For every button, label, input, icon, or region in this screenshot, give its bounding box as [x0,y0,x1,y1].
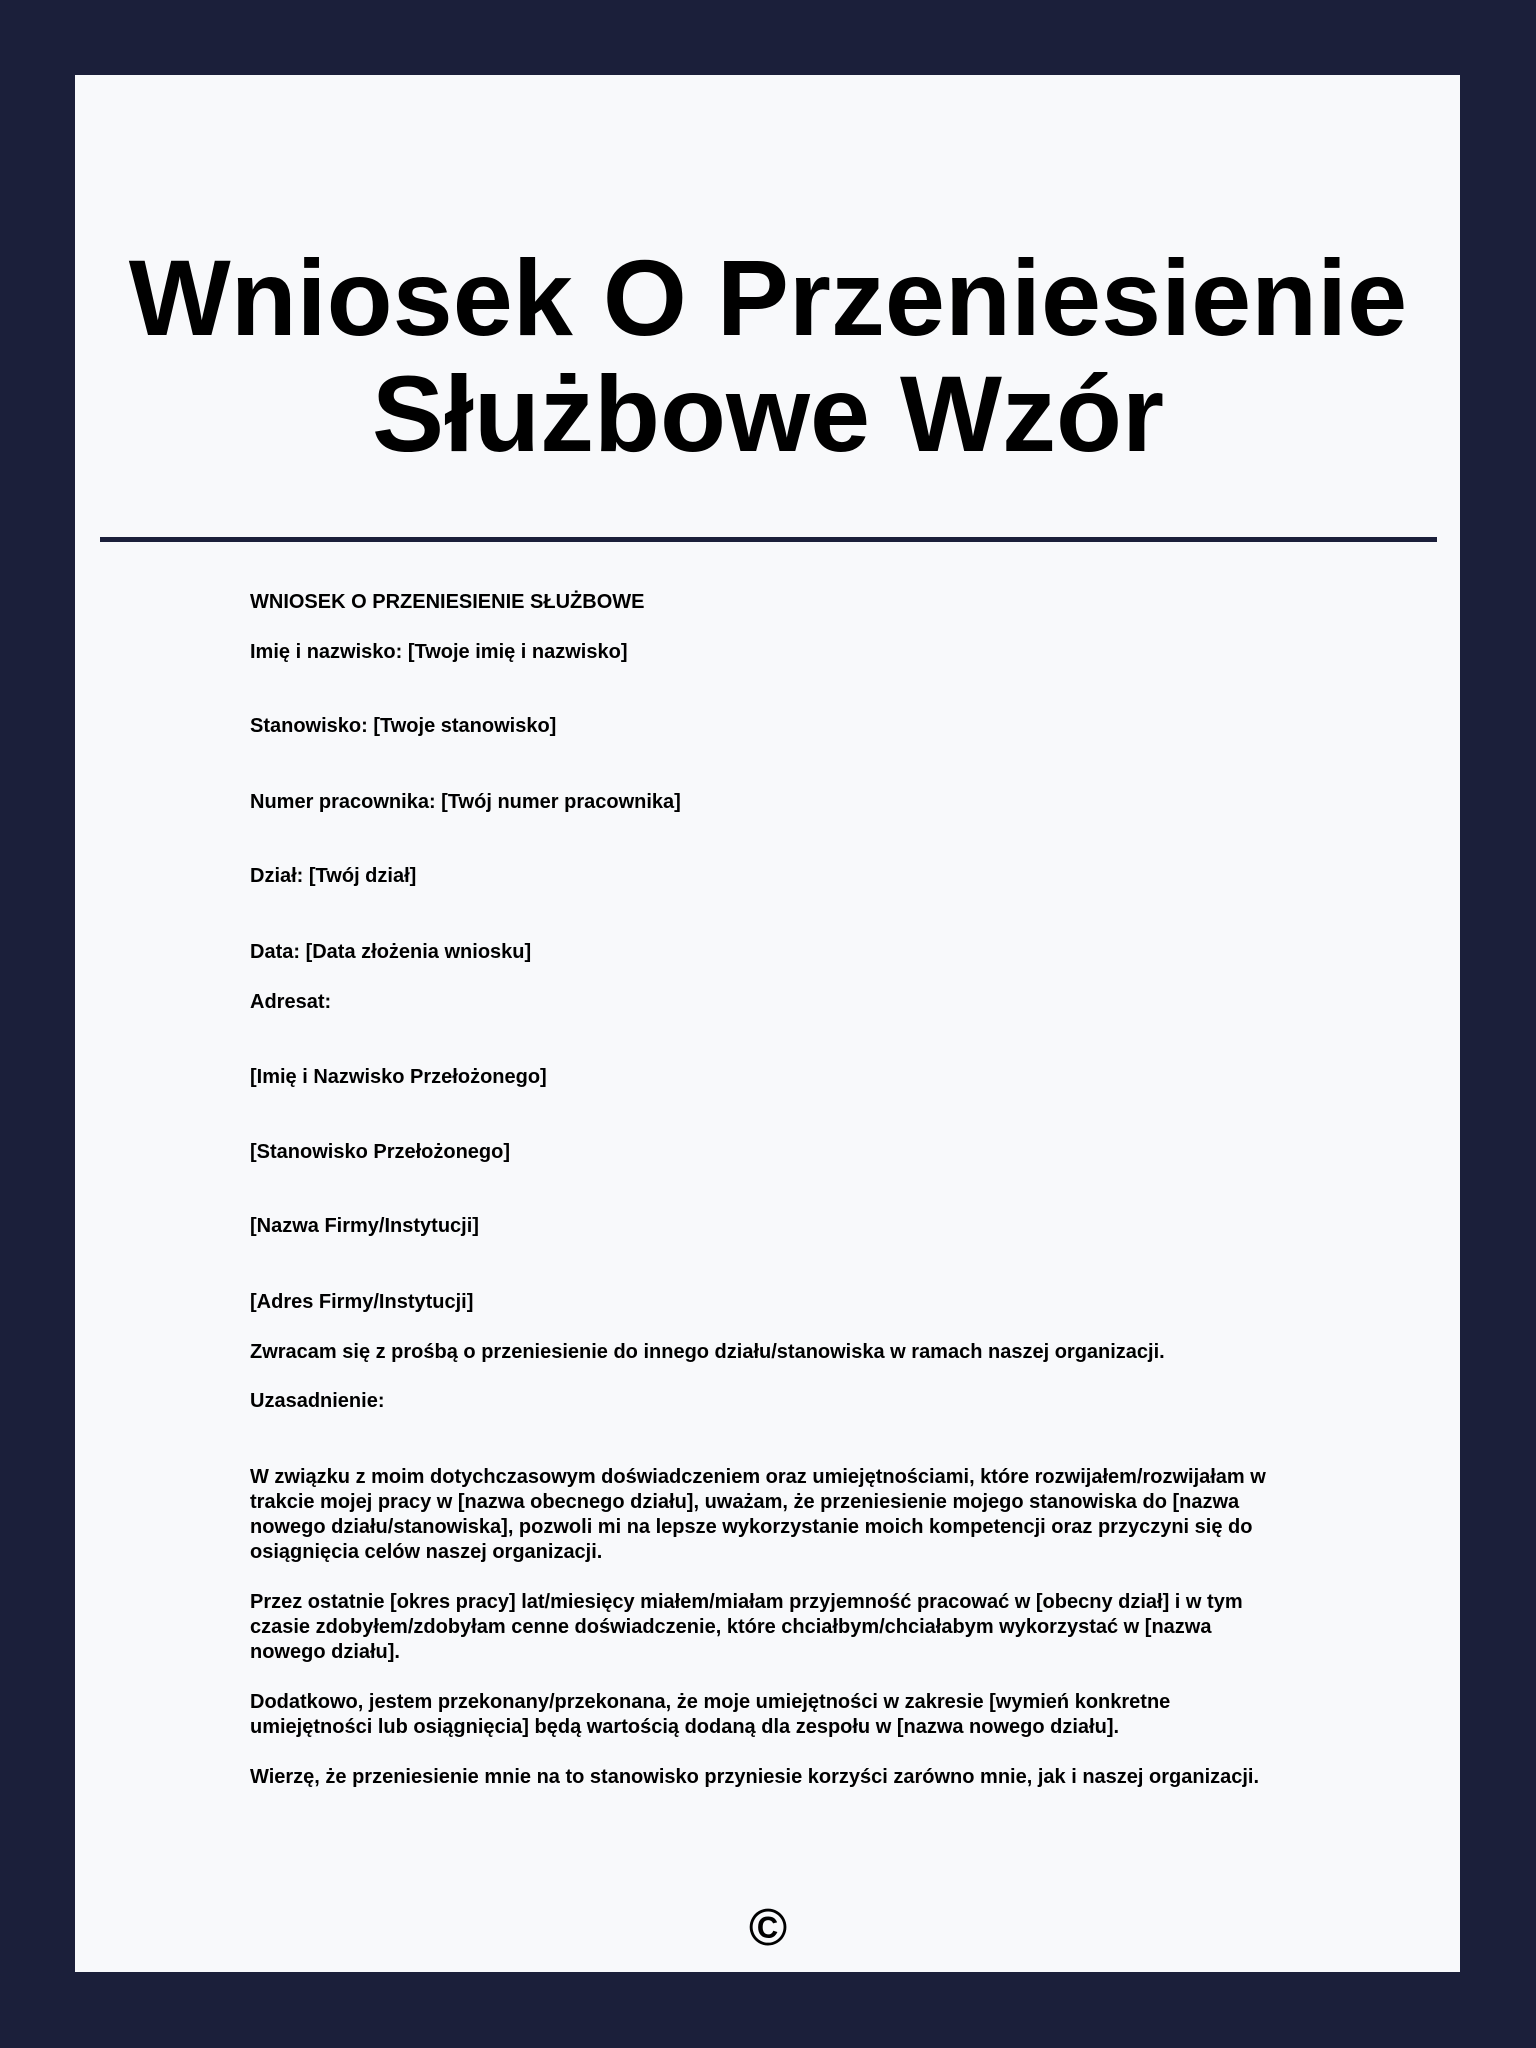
addressee-label: Adresat: [250,991,332,1013]
company-name: [Nazwa Firmy/Instytucji] [250,1215,479,1237]
paragraph-3: Dodatkowo, jestem przekonany/przekonana, że moje umiejętności w zakresie [wymień konkretne umiejętności lub osiągnięcia] będą wartością dodaną dla zespołu w [nazwa nowego działu]. [250,1691,1171,1738]
field-department: Dział: [Twój dział] [250,865,417,887]
copyright-icon: © [748,1899,788,1957]
doc-heading: WNIOSEK O PRZENIESIENIE SŁUŻBOWE [250,591,645,613]
field-name: Imię i nazwisko: [Twoje imię i nazwisko] [250,641,628,663]
field-position: Stanowisko: [Twoje stanowisko] [250,715,557,737]
supervisor-position: [Stanowisko Przełożonego] [250,1141,511,1163]
field-date: Data: [Data złożenia wniosku] [250,941,532,963]
request-text: Zwracam się z prośbą o przeniesienie do innego działu/stanowiska w ramach naszej organizacji. [250,1341,1165,1363]
paragraph-4: Wierzę, że przeniesienie mnie na to stanowisko przyniesie korzyści zarówno mnie, jak i naszej organizacji. [250,1766,1260,1788]
company-address: [Adres Firmy/Instytucji] [250,1291,474,1313]
supervisor-name: [Imię i Nazwisko Przełożonego] [250,1066,547,1088]
paragraph-1: W związku z moim dotychczasowym doświadczeniem oraz umiejętnościami, które rozwijałem/rozwijałam w trakcie mojej pracy w [nazwa obecnego działu], uważam, że przeniesienie mojego stanowiska do [nazwa nowego działu/stanowiska], pozwoli mi na lepsze wykorzystanie moich kompetencji oraz przyczyni się do osiągnięcia celów naszej organizacji. [250,1466,1266,1563]
divider [100,537,1437,542]
justification-label: Uzasadnienie: [250,1390,385,1412]
paragraph-2: Przez ostatnie [okres pracy] lat/miesięcy miałem/miałam przyjemność pracować w [obecny dział] i w tym czasie zdobyłem/zdobyłam cenne doświadczenie, które chciałbym/chciałabym wykorzystać w [nazwa nowego działu]. [250,1591,1243,1663]
field-employee-number: Numer pracownika: [Twój numer pracownika] [250,791,681,813]
page-title: Wniosek O Przeniesienie Służbowe Wzór [128,237,1408,474]
